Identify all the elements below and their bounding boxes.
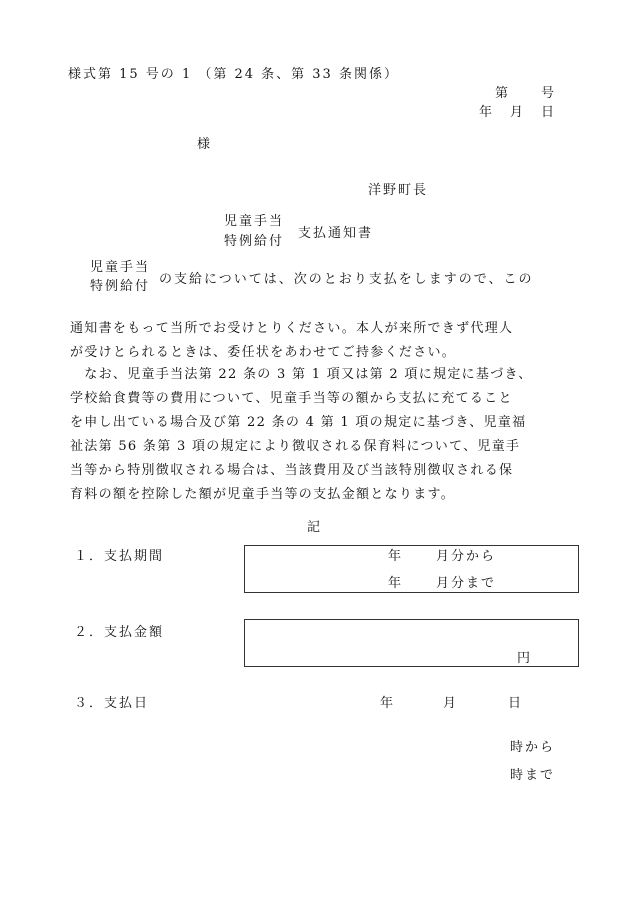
item-amount-label: ２．支払金額 (74, 625, 165, 640)
period-nen2: 年 (388, 576, 402, 591)
time-from: 時から (510, 740, 556, 755)
para1-line: 通知書をもって当所でお受けとりください。本人が来所できず代理人 (70, 321, 514, 336)
para2-line: 学校給食費等の費用について、児童手当等の額から支払に充てること (70, 391, 513, 406)
para2-line: 当等から特別徴収される場合は、当該費用及び当該特別徴収される保 (70, 463, 514, 478)
header-hi: 日 (541, 105, 555, 120)
title-stack-top: 児童手当 (224, 214, 285, 229)
header-tsuki: 月 (510, 105, 524, 120)
para2-line: 祉法第 56 条第 3 項の規定により徴収される保育料について、児童手 (70, 439, 521, 454)
header-dai: 第 (495, 86, 509, 101)
title-stack-bottom: 特例給付 (224, 234, 285, 249)
para1-stack-top: 児童手当 (90, 260, 151, 275)
item-period-label: １．支払期間 (74, 549, 165, 564)
header-go: 号 (541, 86, 555, 101)
period-nen1: 年 (388, 549, 402, 564)
header-nen: 年 (479, 105, 493, 120)
document-title: 支払通知書 (298, 226, 374, 241)
para2-line: を申し出ている場合及び第 22 条の 4 第 1 項の規定に基づき、児童福 (70, 415, 527, 430)
period-to: 月分まで (436, 576, 497, 591)
form-number: 様式第 15 号の 1 （第 24 条、第 33 条関係） (68, 67, 399, 82)
item-date-label: ３．支払日 (74, 696, 150, 711)
issuer-name: 洋野町長 (368, 183, 429, 198)
para2 (70, 363, 533, 507)
para1-lines (70, 317, 513, 365)
title-stack (224, 212, 284, 252)
time-to: 時まで (510, 768, 556, 783)
para2-line: 育料の額を控除した額が児童手当等の支払金額となります。 (70, 487, 456, 502)
para1-line: が受けとられるときは、委任状をあわせてご持参ください。 (70, 345, 457, 360)
period-box[interactable] (244, 545, 579, 593)
para1-lead: の支給については、次のとおり支払をしますので、この (159, 272, 534, 287)
date-nen: 年 (380, 696, 394, 711)
amount-yen: 円 (517, 651, 531, 666)
period-from: 月分から (436, 549, 497, 564)
ki-heading: 記 (307, 520, 321, 535)
para2-line: なお、児童手当法第 22 条の 3 第 1 項又は第 2 項に規定に基づき、 (70, 367, 533, 382)
date-tsuki: 月 (443, 696, 457, 711)
para1-stack-bottom: 特例給付 (90, 279, 151, 294)
date-hi: 日 (508, 696, 522, 711)
para1-stack (90, 258, 150, 296)
recipient-suffix: 様 (197, 137, 211, 152)
